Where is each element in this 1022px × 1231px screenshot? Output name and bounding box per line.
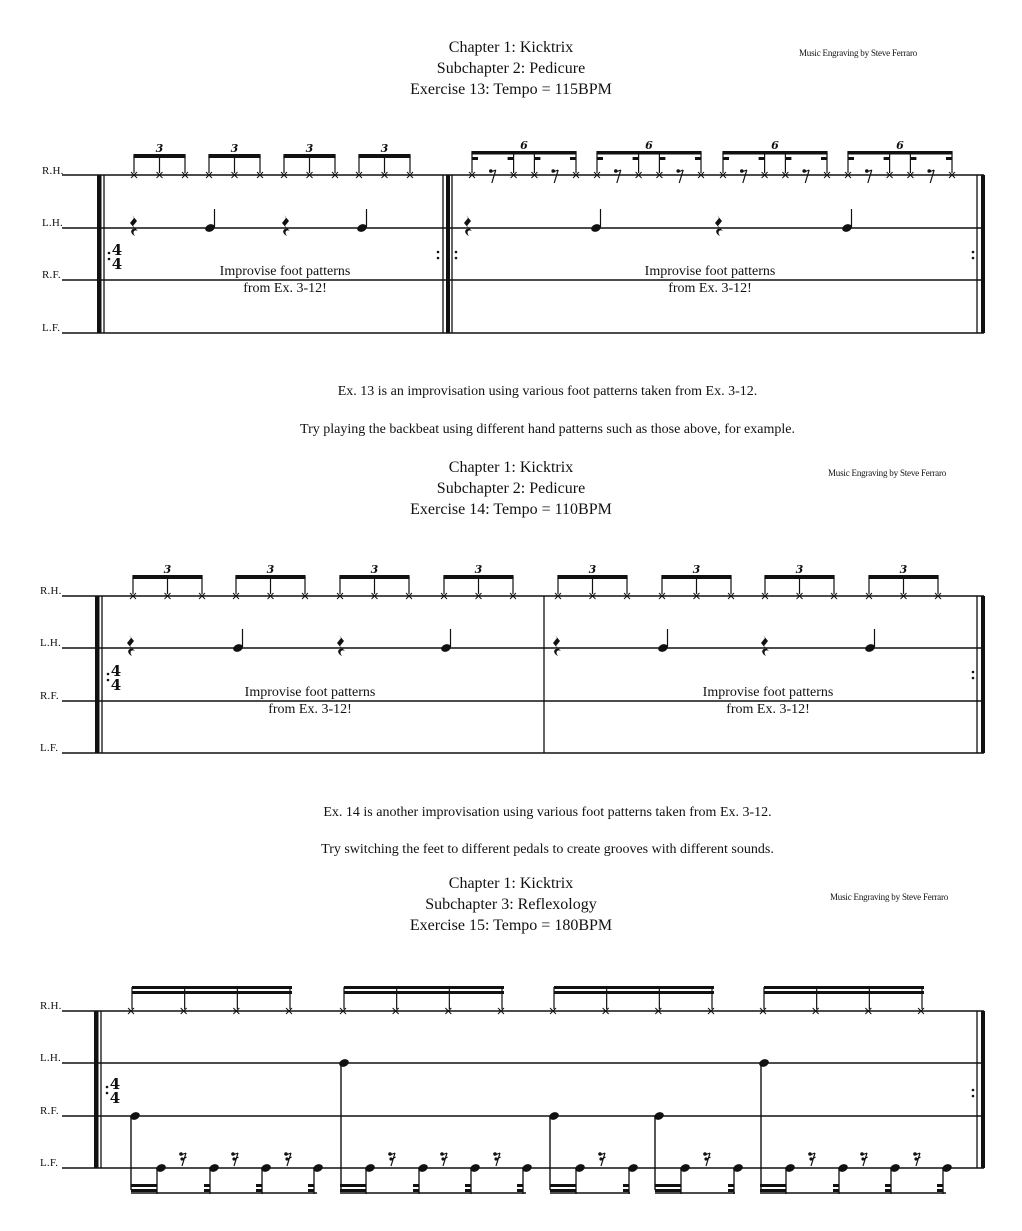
- partial-beam: [413, 1184, 419, 1187]
- staff-system-ex14: [62, 563, 985, 753]
- time-signature-top: 4: [109, 1075, 121, 1093]
- partial-beam: [204, 1189, 210, 1192]
- partial-beam: [946, 157, 952, 160]
- partial-beam: [821, 157, 827, 160]
- beam: [550, 1184, 576, 1187]
- partial-beam: [695, 157, 701, 160]
- end-repeat-thick-bar: [981, 596, 985, 753]
- beam: [132, 991, 292, 994]
- partial-beam: [508, 157, 514, 160]
- partial-beam: [759, 157, 765, 160]
- improvise-text: Improvise foot patterns from Ex. 3-12!: [702, 685, 834, 717]
- tuplet-number: 6: [896, 139, 904, 152]
- quarter-rest: [553, 635, 561, 656]
- staff-label-rh: R.H.: [40, 585, 62, 597]
- partial-beam: [910, 157, 916, 160]
- tuplet-number: 3: [588, 563, 597, 576]
- repeat-thick-bar: [446, 175, 450, 333]
- beam: [131, 1184, 157, 1187]
- beam: [554, 991, 714, 994]
- chapter-title: Chapter 1: Kicktrix: [448, 39, 574, 56]
- time-signature-bottom: 4: [109, 1089, 121, 1107]
- quarter-rest: [130, 215, 138, 236]
- partial-beam: [833, 1189, 839, 1192]
- staff-label-lf: L.F.: [42, 322, 61, 334]
- repeat-dot: [108, 258, 111, 261]
- improvise-text: Improvise foot patterns from Ex. 3-12!: [219, 264, 351, 296]
- partial-beam: [728, 1184, 734, 1187]
- partial-beam: [623, 1189, 629, 1192]
- chapter-title: Chapter 1: Kicktrix: [448, 875, 574, 892]
- beam: [340, 1189, 366, 1192]
- partial-beam: [465, 1184, 471, 1187]
- quarter-rest: [761, 635, 769, 656]
- engraving-credit: Music Engraving by Steve Ferraro: [828, 468, 947, 478]
- staff-label-lf: L.F.: [40, 742, 59, 754]
- exercise-13-note-1: Ex. 13 is an improvisation using various foot patterns taken from Ex. 3-12.: [337, 384, 758, 399]
- beam: [344, 991, 504, 994]
- partial-beam: [728, 1189, 734, 1192]
- repeat-dot: [437, 251, 440, 254]
- partial-beam: [472, 157, 478, 160]
- end-repeat-thick-bar: [981, 1011, 985, 1168]
- time-signature-top: 4: [111, 241, 123, 259]
- beam: [340, 1184, 366, 1187]
- staff-label-rf: R.F.: [42, 269, 61, 281]
- quarter-rest: [127, 635, 135, 656]
- repeat-dot: [106, 1086, 109, 1089]
- partial-beam: [885, 1189, 891, 1192]
- staff-label-rf: R.F.: [40, 690, 59, 702]
- repeat-dot: [972, 257, 975, 260]
- staff-system-ex13: [62, 139, 985, 333]
- beam: [344, 986, 504, 989]
- subchapter-title: Subchapter 2: Pedicure: [436, 60, 586, 77]
- staff-label-rh: R.H.: [40, 1000, 62, 1012]
- exercise-title: Exercise 13: Tempo = 115BPM: [410, 81, 612, 98]
- partial-beam: [413, 1189, 419, 1192]
- beam: [132, 986, 292, 989]
- partial-beam: [597, 157, 603, 160]
- partial-beam: [623, 1184, 629, 1187]
- staff-system-ex15: [62, 986, 985, 1194]
- quarter-rest: [282, 215, 290, 236]
- engraving-credit: Music Engraving by Steve Ferraro: [799, 48, 918, 58]
- time-signature-top: 4: [110, 662, 122, 680]
- partial-beam: [633, 157, 639, 160]
- beam: [764, 991, 924, 994]
- improvise-text: Improvise foot patterns from Ex. 3-12!: [644, 264, 776, 296]
- exercise-title: Exercise 15: Tempo = 180BPM: [409, 917, 613, 934]
- tuplet-number: 3: [305, 142, 314, 155]
- beam: [764, 986, 924, 989]
- beam: [554, 986, 714, 989]
- repeat-dot: [108, 252, 111, 255]
- exercise-13-note-2: Try playing the backbeat using different hand patterns such as those above, for example.: [300, 422, 795, 437]
- repeat-dot: [972, 671, 975, 674]
- partial-beam: [256, 1189, 262, 1192]
- repeat-dot: [106, 1092, 109, 1095]
- partial-beam: [308, 1184, 314, 1187]
- partial-beam: [833, 1184, 839, 1187]
- staff-label-lh: L.H.: [42, 217, 63, 229]
- partial-beam: [256, 1184, 262, 1187]
- quarter-rest: [337, 635, 345, 656]
- staff-label-rf: R.F.: [40, 1105, 59, 1117]
- partial-beam: [308, 1189, 314, 1192]
- repeat-dot: [972, 251, 975, 254]
- exercise-title: Exercise 14: Tempo = 110BPM: [410, 501, 612, 518]
- start-repeat-thick-bar: [95, 596, 100, 753]
- repeat-dot: [972, 1089, 975, 1092]
- partial-beam: [785, 157, 791, 160]
- time-signature-bottom: 4: [110, 676, 122, 694]
- note-head: [758, 1058, 770, 1068]
- tuplet-number: 3: [370, 563, 379, 576]
- beam: [550, 1189, 576, 1192]
- repeat-dot: [107, 673, 110, 676]
- repeat-dot: [437, 257, 440, 260]
- quarter-rest: [464, 215, 472, 236]
- tuplet-number: 3: [266, 563, 275, 576]
- tuplet-number: 6: [520, 139, 528, 152]
- quarter-rest: [715, 215, 723, 236]
- partial-beam: [723, 157, 729, 160]
- beam: [655, 1189, 681, 1192]
- partial-beam: [204, 1184, 210, 1187]
- chapter-title: Chapter 1: Kicktrix: [448, 459, 574, 476]
- improvise-text: Improvise foot patterns from Ex. 3-12!: [244, 685, 376, 717]
- partial-beam: [885, 1184, 891, 1187]
- repeat-dot: [972, 1095, 975, 1098]
- tuplet-number: 3: [795, 563, 804, 576]
- tuplet-number: 3: [692, 563, 701, 576]
- repeat-dot: [972, 677, 975, 680]
- tuplet-number: 3: [163, 563, 172, 576]
- tuplet-number: 6: [771, 139, 779, 152]
- engraving-credit: Music Engraving by Steve Ferraro: [830, 892, 949, 902]
- repeat-dot: [455, 257, 458, 260]
- repeat-dot: [455, 251, 458, 254]
- beam: [655, 1184, 681, 1187]
- staff-label-lh: L.H.: [40, 637, 61, 649]
- time-signature-bottom: 4: [111, 255, 123, 273]
- staff-label-rh: R.H.: [42, 165, 64, 177]
- beam: [760, 1189, 786, 1192]
- partial-beam: [534, 157, 540, 160]
- partial-beam: [937, 1184, 943, 1187]
- partial-beam: [659, 157, 665, 160]
- beam: [760, 1184, 786, 1187]
- partial-beam: [517, 1189, 523, 1192]
- staff-label-lh: L.H.: [40, 1052, 61, 1064]
- partial-beam: [570, 157, 576, 160]
- subchapter-title: Subchapter 2: Pedicure: [436, 480, 586, 497]
- partial-beam: [884, 157, 890, 160]
- beam: [131, 1189, 157, 1192]
- exercise-14-note-2: Try switching the feet to different pedals to create grooves with different sounds.: [321, 842, 774, 857]
- partial-beam: [848, 157, 854, 160]
- repeat-dot: [107, 679, 110, 682]
- tuplet-number: 3: [899, 563, 908, 576]
- staff-label-lf: L.F.: [40, 1157, 59, 1169]
- exercise-14-note-1: Ex. 14 is another improvisation using various foot patterns taken from Ex. 3-12.: [323, 805, 772, 820]
- start-repeat-thick-bar: [94, 1011, 99, 1168]
- tuplet-number: 3: [474, 563, 483, 576]
- partial-beam: [465, 1189, 471, 1192]
- tuplet-number: 3: [155, 142, 164, 155]
- partial-beam: [517, 1184, 523, 1187]
- subchapter-title: Subchapter 3: Reflexology: [425, 896, 597, 913]
- tuplet-number: 3: [230, 142, 239, 155]
- partial-beam: [937, 1189, 943, 1192]
- end-repeat-thick-bar: [981, 175, 985, 333]
- note-head: [338, 1058, 350, 1068]
- start-repeat-thick-bar: [97, 175, 102, 333]
- tuplet-number: 6: [645, 139, 653, 152]
- tuplet-number: 3: [380, 142, 389, 155]
